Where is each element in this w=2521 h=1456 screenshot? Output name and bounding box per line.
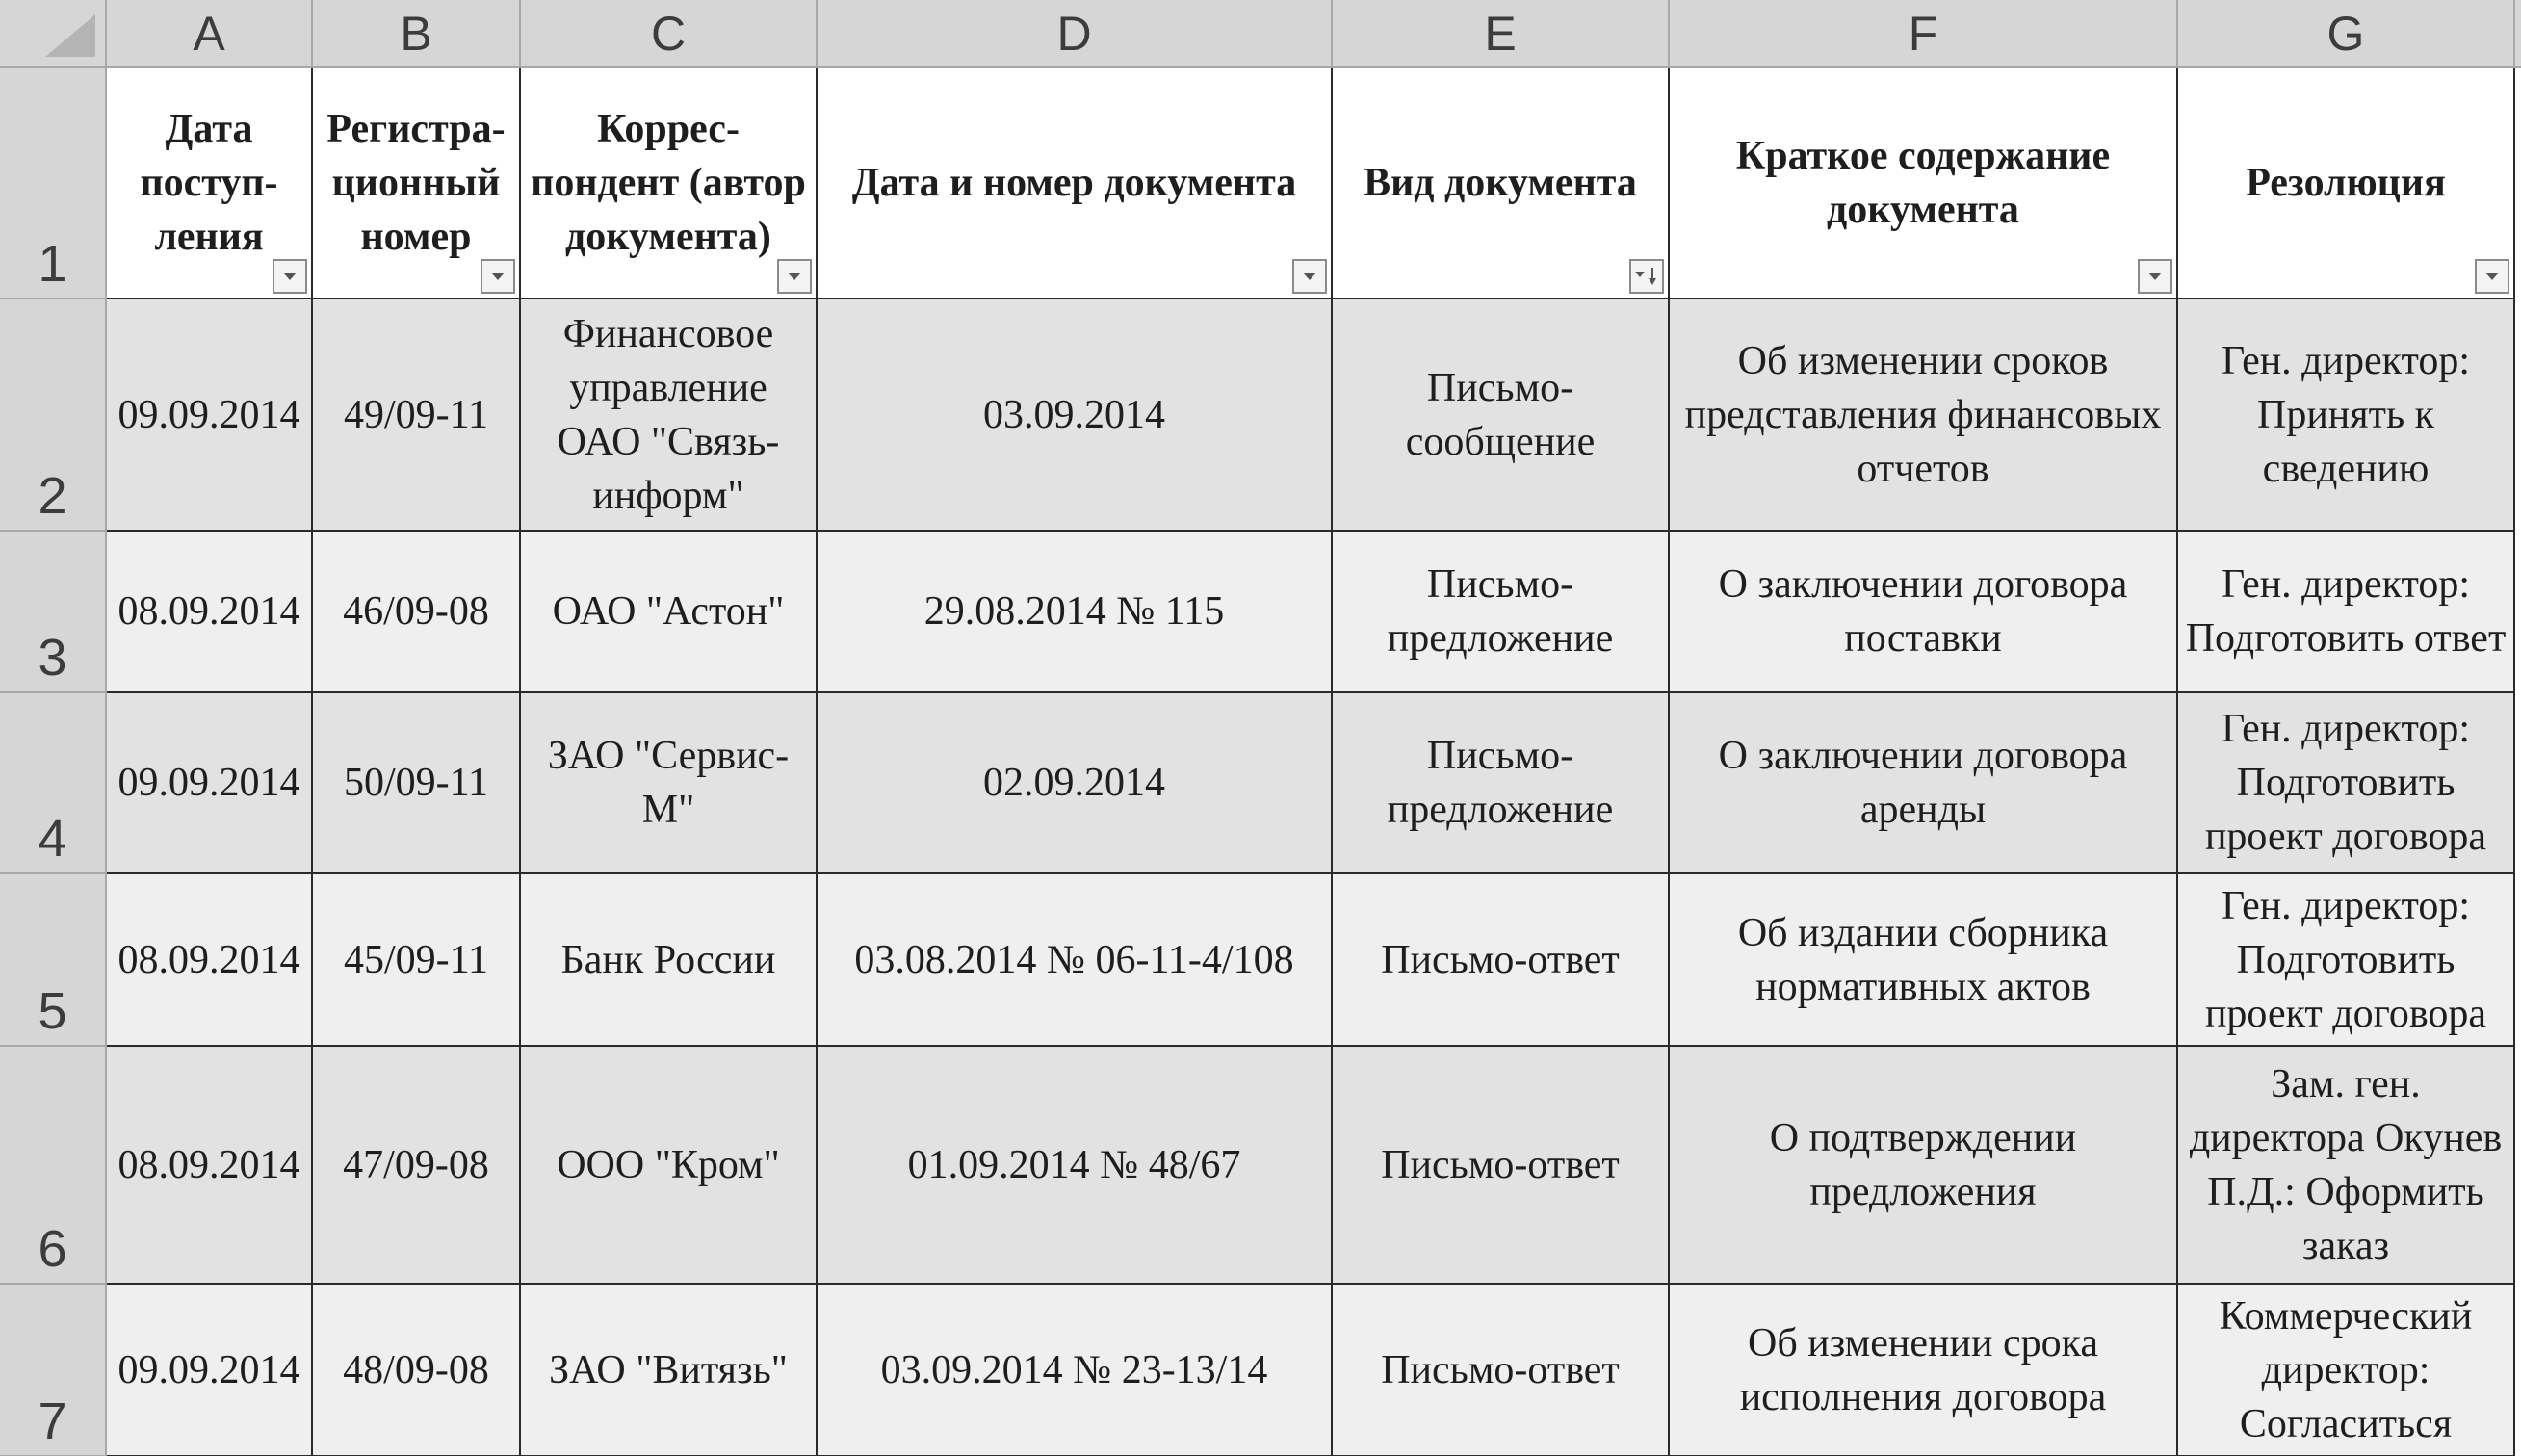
cell-value: 03.09.2014 № 23-13/14 [880, 1347, 1268, 1392]
cell-doc-date-number[interactable] [817, 531, 1332, 692]
filter-dropdown-button[interactable] [2138, 259, 2172, 294]
cell-value: 09.09.2014 [117, 761, 300, 805]
cell-doc-type[interactable] [1332, 1284, 1669, 1456]
cell-doc-type[interactable] [1332, 531, 1669, 692]
cell-doc-type[interactable] [1332, 299, 1669, 531]
chevron-down-icon [786, 271, 803, 282]
cell-value: ООО "Кром" [557, 1142, 780, 1187]
header-label: Краткое содержание документа [1735, 134, 2111, 232]
cell-date-received[interactable] [106, 299, 312, 531]
sort-descending-icon [1634, 266, 1659, 287]
cell-value: 48/09-08 [343, 1347, 489, 1392]
header-cell-date-received[interactable] [106, 67, 312, 299]
header-label: Вид документа [1364, 161, 1637, 205]
overflow-cell [2514, 692, 2521, 873]
cell-value: 03.09.2014 [983, 392, 1165, 437]
cell-correspondent[interactable] [520, 692, 817, 873]
cell-summary[interactable] [1669, 1284, 2177, 1456]
cell-value: 29.08.2014 № 115 [923, 589, 1225, 634]
cell-resolution[interactable] [2177, 1046, 2514, 1284]
row-header-7[interactable]: 7 [0, 1284, 106, 1456]
cell-value: Финансовое управление ОАО "Связь-информ" [557, 311, 780, 518]
table-header-row [0, 67, 2521, 299]
table-row [0, 1284, 2521, 1456]
cell-summary[interactable] [1669, 531, 2177, 692]
select-all-icon [45, 14, 95, 57]
cell-doc-date-number[interactable] [817, 873, 1332, 1046]
cell-value: 03.08.2014 № 06-11-4/108 [854, 937, 1294, 982]
chevron-down-icon [2146, 271, 2164, 282]
cell-value: Письмо-предложение [1387, 562, 1614, 661]
header-label: Резолюция [2246, 161, 2446, 205]
row-header-3[interactable]: 3 [0, 531, 106, 692]
cell-summary[interactable] [1669, 1046, 2177, 1284]
cell-doc-date-number[interactable] [817, 1284, 1332, 1456]
column-header-a[interactable]: A [106, 0, 312, 67]
cell-date-received[interactable] [106, 531, 312, 692]
cell-resolution[interactable] [2177, 873, 2514, 1046]
row-header-6[interactable]: 6 [0, 1046, 106, 1284]
column-header-f[interactable]: F [1669, 0, 2177, 67]
filter-dropdown-button[interactable] [1292, 259, 1327, 294]
row-header-1[interactable]: 1 [0, 67, 106, 299]
cell-value: 46/09-08 [343, 589, 489, 634]
cell-value: О заключении договора поставки [1718, 562, 2128, 661]
filter-dropdown-button[interactable] [273, 259, 307, 294]
cell-value: 09.09.2014 [117, 1347, 300, 1392]
cell-summary[interactable] [1669, 873, 2177, 1046]
filter-dropdown-button[interactable] [481, 259, 515, 294]
cell-date-received[interactable] [106, 1046, 312, 1284]
cell-reg-number[interactable] [312, 1046, 520, 1284]
header-cell-correspondent[interactable] [520, 67, 817, 299]
cell-doc-date-number[interactable] [817, 1046, 1332, 1284]
header-cell-resolution[interactable] [2177, 67, 2514, 299]
cell-resolution[interactable] [2177, 531, 2514, 692]
row-header-5[interactable]: 5 [0, 873, 106, 1046]
cell-value: 08.09.2014 [117, 937, 300, 982]
cell-value: Письмо-ответ [1381, 1142, 1620, 1187]
row-header-4[interactable]: 4 [0, 692, 106, 873]
header-label: Дата и номер документа [851, 161, 1297, 205]
cell-doc-date-number[interactable] [817, 299, 1332, 531]
header-label: Коррес-пондент (автор документа) [531, 107, 806, 259]
cell-value: О заключении договора аренды [1718, 734, 2128, 832]
cell-reg-number[interactable] [312, 299, 520, 531]
column-header-d[interactable]: D [817, 0, 1332, 67]
overflow-cell [2514, 1284, 2521, 1456]
table-row [0, 531, 2521, 692]
cell-value: ЗАО "Витязь" [549, 1347, 788, 1392]
cell-value: ОАО "Астон" [552, 589, 785, 634]
chevron-down-icon [1301, 271, 1318, 282]
cell-value: Зам. ген. директора Окунев П.Д.: Оформить заказ [2189, 1061, 2503, 1268]
chevron-down-icon [281, 271, 299, 282]
cell-value: Письмо-ответ [1381, 937, 1620, 982]
cell-doc-type[interactable] [1332, 692, 1669, 873]
filter-dropdown-button[interactable] [777, 259, 812, 294]
cell-resolution[interactable] [2177, 1284, 2514, 1456]
cell-correspondent[interactable] [520, 1284, 817, 1456]
cell-resolution[interactable] [2177, 299, 2514, 531]
cell-value: Ген. директор: Принять к сведению [2221, 338, 2470, 491]
cell-date-received[interactable] [106, 873, 312, 1046]
cell-value: 47/09-08 [343, 1142, 489, 1187]
chevron-down-icon [2483, 271, 2501, 282]
header-cell-summary[interactable] [1669, 67, 2177, 299]
cell-value: Банк России [560, 937, 776, 982]
cell-date-received[interactable] [106, 1284, 312, 1456]
cell-value: 08.09.2014 [117, 589, 300, 634]
cell-doc-type[interactable] [1332, 1046, 1669, 1284]
cell-summary[interactable] [1669, 692, 2177, 873]
cell-value: ЗАО "Сервис-М" [547, 734, 790, 832]
column-header-row [0, 0, 2521, 67]
cell-value: 02.09.2014 [983, 761, 1165, 805]
cell-correspondent[interactable] [520, 1046, 817, 1284]
cell-correspondent[interactable] [520, 299, 817, 531]
cell-value: 49/09-11 [343, 392, 489, 437]
table-row [0, 299, 2521, 531]
cell-summary[interactable] [1669, 299, 2177, 531]
cell-resolution[interactable] [2177, 692, 2514, 873]
cell-value: 01.09.2014 № 48/67 [907, 1142, 1241, 1187]
column-header-c[interactable]: C [520, 0, 817, 67]
cell-value: Об изменении срока исполнения договора [1739, 1320, 2107, 1419]
cell-date-received[interactable] [106, 692, 312, 873]
cell-value: 09.09.2014 [117, 392, 300, 437]
chevron-down-icon [489, 271, 507, 282]
cell-value: Об изменении сроков представления финансовых отчетов [1684, 338, 2162, 491]
cell-value: 45/09-11 [343, 937, 489, 982]
cell-doc-date-number[interactable] [817, 692, 1332, 873]
row-header-2[interactable]: 2 [0, 299, 106, 531]
cell-value: Ген. директор: Подготовить проект договора [2204, 707, 2487, 859]
cell-value: Ген. директор: Подготовить проект договора [2204, 883, 2487, 1036]
overflow-cell [2514, 1046, 2521, 1284]
header-label: Дата поступ-ления [140, 107, 278, 259]
table-row [0, 692, 2521, 873]
column-header-b[interactable]: B [312, 0, 520, 67]
overflow-cell [2514, 67, 2521, 299]
cell-value: Письмо-сообщение [1405, 365, 1596, 464]
header-cell-doc-type[interactable] [1332, 67, 1669, 299]
cell-value: Коммерческий директор: Согласиться [2219, 1293, 2473, 1446]
header-label: Регистра-ционный номер [326, 107, 506, 259]
cell-value: 08.09.2014 [117, 1142, 300, 1187]
cell-value: О подтверждении предложения [1769, 1115, 2077, 1214]
cell-value: 50/09-11 [343, 761, 489, 805]
cell-value: Письмо-ответ [1381, 1347, 1620, 1392]
cell-reg-number[interactable] [312, 1284, 520, 1456]
cell-correspondent[interactable] [520, 531, 817, 692]
cell-value: Ген. директор: Подготовить ответ [2185, 562, 2507, 661]
column-header-overflow [2514, 0, 2521, 67]
overflow-cell [2514, 299, 2521, 531]
cell-value: Письмо-предложение [1387, 734, 1614, 832]
table-row [0, 873, 2521, 1046]
select-all-corner[interactable] [0, 0, 106, 67]
cell-value: Об издании сборника нормативных актов [1737, 910, 2109, 1009]
sort-filter-button[interactable] [1629, 259, 1664, 294]
header-cell-reg-number[interactable] [312, 67, 520, 299]
filter-dropdown-button[interactable] [2475, 259, 2509, 294]
column-header-g[interactable]: G [2177, 0, 2514, 67]
overflow-cell [2514, 531, 2521, 692]
cell-reg-number[interactable] [312, 531, 520, 692]
column-header-e[interactable]: E [1332, 0, 1669, 67]
cell-reg-number[interactable] [312, 873, 520, 1046]
table-row [0, 1046, 2521, 1284]
cell-reg-number[interactable] [312, 692, 520, 873]
header-cell-doc-date-number[interactable] [817, 67, 1332, 299]
cell-doc-type[interactable] [1332, 873, 1669, 1046]
overflow-cell [2514, 873, 2521, 1046]
cell-correspondent[interactable] [520, 873, 817, 1046]
